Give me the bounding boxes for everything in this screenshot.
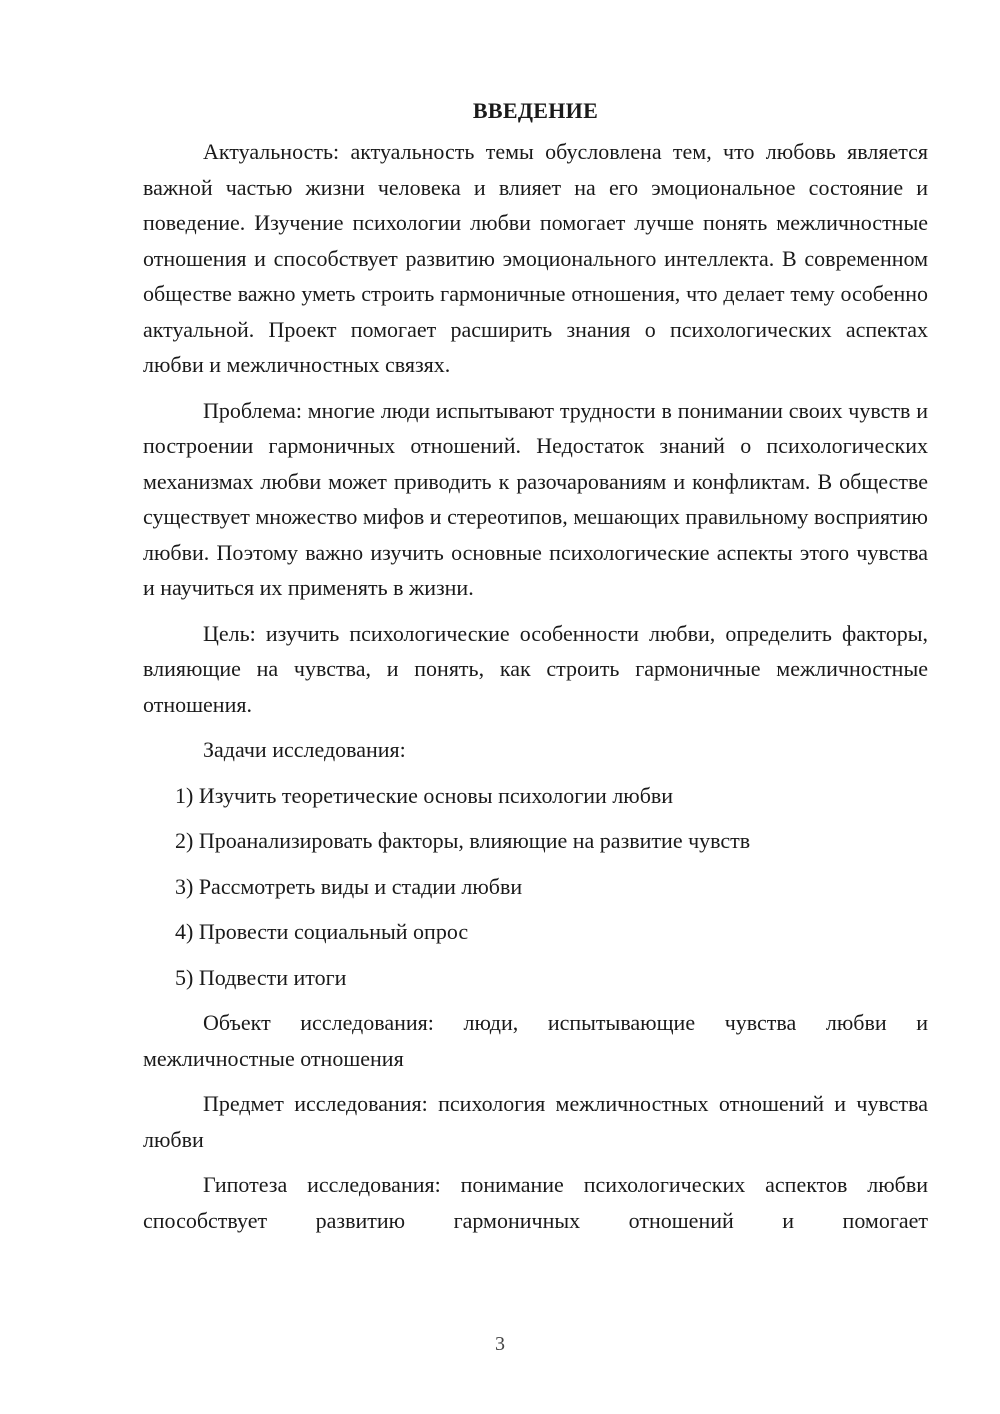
task-item: 1) Изучить теоретические основы психологии любви xyxy=(175,782,674,808)
relevance-paragraph: Актуальность: актуальность темы обусловлена тем, что любовь является важной частью жизни человека и влияет на его эмоциональное состояние и поведение. Изучение психологии любви помогает лучше понять межличностные отношения и способствует развитию эмоционального интеллекта. В современном обществе важно уметь строить гармоничные отношения, что делает тему особенно актуальной. Проект помогает расширить знания о психологических аспектах любви и межличностных связях. xyxy=(143,139,928,377)
object-paragraph: Объект исследования: люди, испытывающие чувства любви и межличностные отношения xyxy=(143,1010,928,1071)
task-item: 3) Рассмотреть виды и стадии любви xyxy=(175,873,523,899)
subject-paragraph: Предмет исследования: психология межличностных отношений и чувства любви xyxy=(143,1091,928,1152)
page-number: 3 xyxy=(495,1333,505,1355)
task-item: 2) Проанализировать факторы, влияющие на развитие чувств xyxy=(175,828,751,853)
problem-paragraph: Проблема: многие люди испытывают трудности в понимании своих чувств и построении гармоничных отношений. Недостаток знаний о психологических механизмах любви может приводить к разочарованиям и конфликтам. В обществе существует множество мифов и стереотипов, мешающих правильному восприятию любви. Поэтому важно изучить основные психологические аспекты этого чувства и научиться их применять в жизни. xyxy=(143,397,928,600)
task-item: 4) Провести социальный опрос xyxy=(175,919,469,944)
goal-paragraph: Цель: изучить психологические особенности любви, определить факторы, влияющие на чувства, и понять, как строить гармоничные межличностные отношения. xyxy=(143,620,928,717)
section-title: ВВЕДЕНИЕ xyxy=(472,98,599,123)
tasks-heading: Задачи исследования: xyxy=(203,737,406,762)
hypothesis-paragraph: Гипотеза исследования: понимание психологических аспектов любви способствует развитию гармоничных отношений и помогает xyxy=(143,1172,928,1233)
document-page xyxy=(143,96,928,1248)
tasks-list xyxy=(143,778,928,996)
task-item: 5) Подвести итоги xyxy=(175,964,347,990)
